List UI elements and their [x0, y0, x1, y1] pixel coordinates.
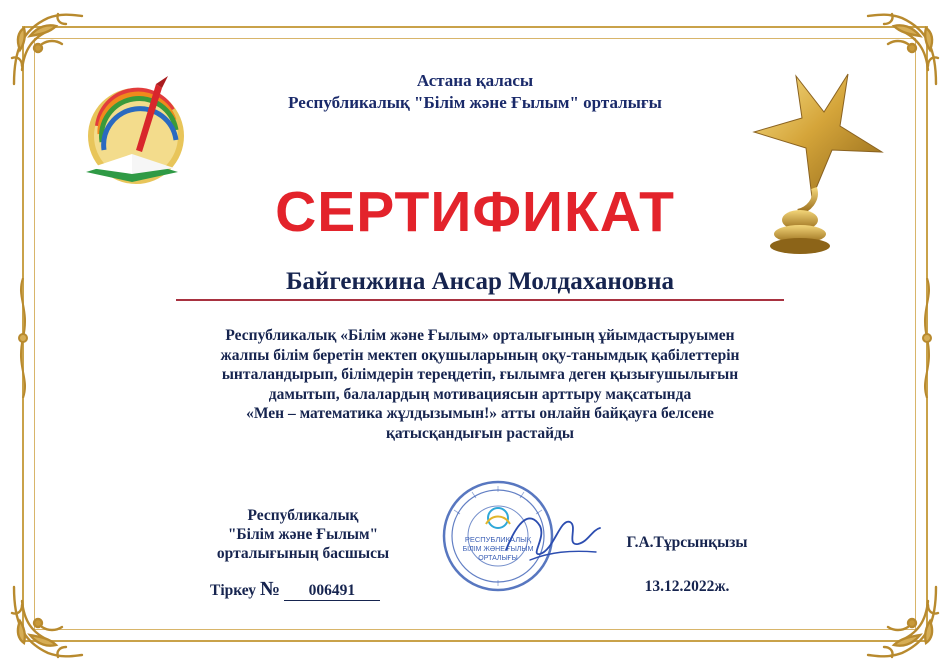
corner-ornament-icon	[862, 581, 942, 661]
recipient-name: Байгенжина Ансар Молдахановна	[285, 268, 675, 295]
signer-title-line: орталығының басшысы	[216, 545, 390, 562]
stamp-text-line: БІЛІМ ЖӘНЕ ҒЫЛЫМ	[462, 546, 534, 553]
gold-star-trophy-icon	[738, 70, 886, 260]
issuer-organization: Республикалық "Білім және Ғылым" орталығы	[288, 93, 662, 112]
certificate-title: СЕРТИФИКАТ	[275, 180, 675, 244]
book-quill-emblem-icon	[76, 74, 188, 192]
issuer-header	[200, 70, 750, 114]
signer-title-line: Республикалық	[247, 507, 359, 524]
issue-date: 13.12.2022ж.	[644, 578, 730, 595]
signer-title	[196, 506, 410, 563]
body-line: ынталандырып, білімдерін тереңдетіп, ғылымға деген қызығушылығын	[221, 366, 739, 383]
registration-label: Тіркеу	[210, 582, 257, 599]
number-sign: №	[259, 578, 281, 600]
body-line: жалпы білім беретін мектеп оқушыларының оқу-танымдық қабілеттерін	[220, 346, 740, 364]
side-ornament-icon	[14, 278, 32, 398]
registration-number	[210, 578, 380, 601]
stamp-text-line: РЕСПУБЛИКАЛЫҚ	[464, 535, 532, 544]
corner-ornament-icon	[8, 581, 88, 661]
side-ornament-icon	[918, 278, 936, 398]
certificate-body	[180, 326, 780, 443]
body-line: қатысқандығын растайды	[385, 424, 575, 442]
body-line: дамытып, балалардың мотивациясын арттыру мақсатында	[268, 385, 692, 403]
signer-title-line: "Білім және Ғылым"	[227, 526, 379, 543]
recipient-underline	[176, 299, 784, 301]
body-line: Республикалық «Білім және Ғылым» орталығының ұйымдастыруымен	[225, 327, 735, 344]
registration-value: 006491	[284, 582, 380, 601]
stamp-text-line: ОРТАЛЫҒЫ	[478, 555, 518, 562]
signer-name: Г.А.Тұрсынқызы	[626, 534, 748, 551]
handwritten-signature	[500, 500, 604, 570]
body-line: «Мен – математика жұлдызымын!» атты онлайн байқауға белсене	[246, 405, 714, 422]
issuer-city: Астана қаласы	[416, 71, 534, 90]
